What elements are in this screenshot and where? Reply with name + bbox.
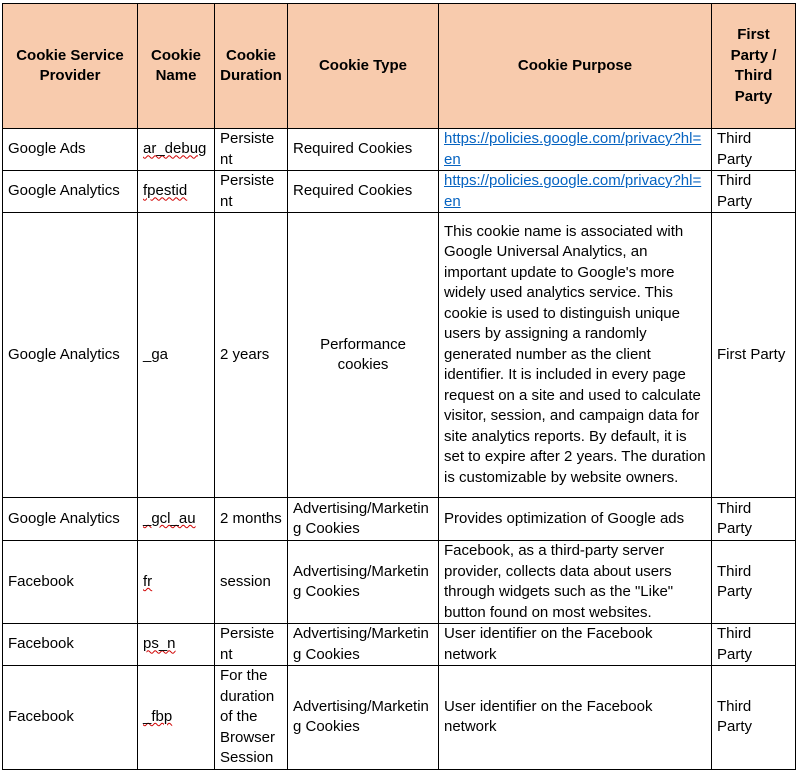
cell-provider: Google Analytics	[3, 498, 138, 541]
cell-type: Performance cookies	[288, 213, 439, 498]
cell-provider: Google Analytics	[3, 213, 138, 498]
cell-name	[138, 171, 215, 213]
cell-provider: Google Analytics	[3, 171, 138, 213]
cookie-name: _fbp	[143, 708, 173, 725]
cell-party: Third Party	[712, 171, 796, 213]
cell-purpose: User identifier on the Facebook network	[439, 624, 712, 666]
cell-duration: Persistent	[215, 171, 288, 213]
cell-purpose: This cookie name is associated with Google Universal Analytics, an important update to Google's more widely used analytics service. This cookie is used to distinguish unique users by assigning a randomly generated number as the client identifier. It is included in every page request on a site and used to calculate visitor, session, and campaign data for site analytics reports. By default, it is set to expire after 2 years. The duration is customizable by website owners.	[439, 213, 712, 498]
cookie-name: ar_debug	[143, 140, 207, 158]
cookie-name: _gcl_au	[143, 509, 196, 527]
cookie-name: fpestid	[143, 182, 188, 200]
header-row	[3, 4, 796, 129]
cell-provider: Facebook	[3, 541, 138, 624]
cell-name	[138, 213, 215, 498]
cookie-table	[2, 3, 796, 770]
cookie-name: _ga	[143, 345, 169, 363]
cell-party: Third Party	[712, 624, 796, 666]
header-type: Cookie Type	[288, 4, 439, 129]
cell-name	[138, 129, 215, 171]
table-row	[3, 171, 796, 213]
cell-name	[138, 624, 215, 666]
cell-type: Required Cookies	[288, 171, 439, 213]
cell-type: Advertising/Marketing Cookies	[288, 666, 439, 770]
cell-purpose	[439, 171, 712, 213]
cell-duration: For the duration of the Browser Session	[215, 666, 288, 770]
cookie-name: fr	[143, 572, 153, 590]
table-row	[3, 624, 796, 666]
table-row	[3, 498, 796, 541]
cell-duration: 2 months	[215, 498, 288, 541]
cell-party: Third Party	[712, 129, 796, 171]
cell-duration: Persistent	[215, 624, 288, 666]
privacy-link[interactable]: https://policies.google.com/privacy?hl=en	[444, 172, 702, 210]
cell-type: Advertising/Marketing Cookies	[288, 624, 439, 666]
table-row	[3, 213, 796, 498]
table-row	[3, 666, 796, 770]
cookie-name: ps_n	[143, 635, 176, 653]
cell-party: Third Party	[712, 541, 796, 624]
cell-party: First Party	[712, 213, 796, 498]
header-provider: Cookie Service Provider	[3, 4, 138, 129]
cell-party: Third Party	[712, 666, 796, 770]
cell-provider: Google Ads	[3, 129, 138, 171]
cell-name	[138, 541, 215, 624]
cell-purpose	[439, 129, 712, 171]
cell-duration: session	[215, 541, 288, 624]
cell-duration: 2 years	[215, 213, 288, 498]
cell-purpose: User identifier on the Facebook network	[439, 666, 712, 770]
cell-name	[138, 498, 215, 541]
cell-provider: Facebook	[3, 666, 138, 770]
cell-duration: Persistent	[215, 129, 288, 171]
cell-name	[138, 666, 215, 770]
cell-provider: Facebook	[3, 624, 138, 666]
header-purpose: Cookie Purpose	[439, 4, 712, 129]
cell-purpose: Provides optimization of Google ads	[439, 498, 712, 541]
header-duration: Cookie Duration	[215, 4, 288, 129]
privacy-link[interactable]: https://policies.google.com/privacy?hl=en	[444, 130, 702, 168]
cell-party: Third Party	[712, 498, 796, 541]
cell-type: Required Cookies	[288, 129, 439, 171]
header-party: First Party / Third Party	[712, 4, 796, 129]
cell-type: Advertising/Marketing Cookies	[288, 498, 439, 541]
table-row	[3, 541, 796, 624]
cell-type: Advertising/Marketing Cookies	[288, 541, 439, 624]
header-name: Cookie Name	[138, 4, 215, 129]
table-row	[3, 129, 796, 171]
cell-purpose: Facebook, as a third-party server provider, collects data about users through widgets such as the "Like" button found on most websites.	[439, 541, 712, 624]
